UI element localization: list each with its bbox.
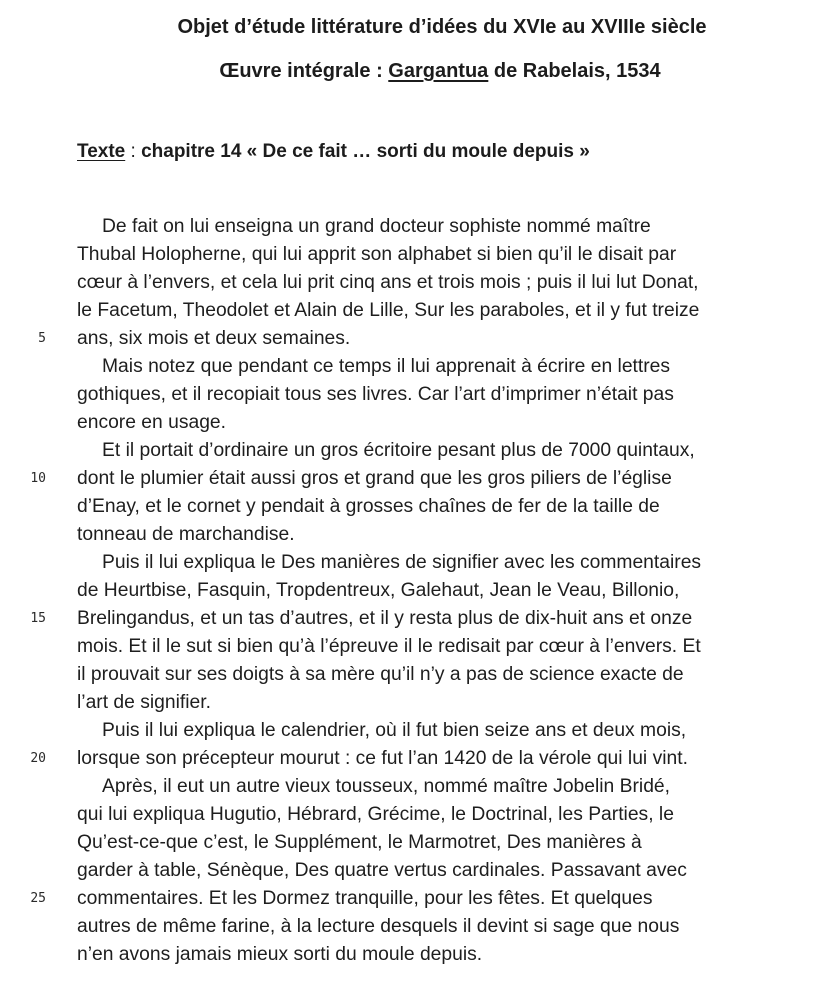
line-number: 20 (30, 751, 46, 766)
work-prefix: Œuvre intégrale : (219, 60, 389, 82)
text-line: garder à table, Sénèque, Des quatre vertus cardinales. Passavant avec (77, 860, 687, 881)
text-line: qui lui expliqua Hugutio, Hébrard, Grécime, le Doctrinal, les Parties, le (77, 804, 674, 825)
text-line: encore en usage. (77, 412, 227, 433)
work-title: Gargantua (388, 60, 489, 82)
text-line: autres de même farine, à la lecture desquels il devint si sage que nous (77, 916, 680, 937)
text-line: Mais notez que pendant ce temps il lui apprenait à écrire en lettres (102, 356, 671, 377)
text-line: le Facetum, Theodolet et Alain de Lille, Sur les paraboles, et il y fut treize (77, 300, 700, 321)
text-line: cœur à l’envers, et cela lui prit cinq ans et trois mois ; puis il lui lut Donat, (77, 272, 699, 293)
text-line: d’Enay, et le cornet y pendait à grosses chaînes de fer de la taille de (77, 496, 660, 517)
subtitle-colon: : (125, 141, 142, 162)
subtitle-rest: chapitre 14 « De ce fait … sorti du moule depuis » (141, 141, 590, 162)
work-suffix: de Rabelais, 1534 (488, 60, 661, 82)
text-line: commentaires. Et les Dormez tranquille, pour les fêtes. Et quelques (77, 888, 653, 909)
text-line: de Heurtbise, Fasquin, Tropdentreux, Galehaut, Jean le Veau, Billonio, (77, 580, 680, 601)
text-line: Brelingandus, et un tas d’autres, et il y resta plus de dix-huit ans et onze (77, 608, 693, 629)
text-line: tonneau de marchandise. (77, 524, 295, 545)
text-line: Thubal Holopherne, qui lui apprit son alphabet si bien qu’il le disait par (77, 244, 677, 265)
line-number: 10 (30, 471, 46, 486)
text-line: gothiques, et il recopiait tous ses livres. Car l’art d’imprimer n’était pas (77, 384, 674, 405)
text-line: Puis il lui expliqua le calendrier, où il fut bien seize ans et deux mois, (102, 720, 687, 741)
text-line: dont le plumier était aussi gros et grand que les gros piliers de l’église (77, 468, 672, 489)
text-line: ans, six mois et deux semaines. (77, 328, 351, 349)
line-number: 15 (30, 611, 46, 626)
text-line: Après, il eut un autre vieux tousseux, nommé maître Jobelin Bridé, (102, 776, 671, 797)
header-title-line: Objet d’étude littérature d’idées du XVIe au XVIIIe siècle (177, 16, 707, 38)
text-line: Puis il lui expliqua le Des manières de signifier avec les commentaires (102, 552, 702, 573)
text-line: mois. Et il le sut si bien qu’à l’épreuve il le redisait par cœur à l’envers. Et (77, 636, 701, 657)
line-number: 25 (30, 891, 46, 906)
text-line: l’art de signifier. (77, 692, 211, 713)
subtitle-label: Texte (77, 141, 126, 162)
text-line: Et il portait d’ordinaire un gros écritoire pesant plus de 7000 quintaux, (102, 440, 695, 461)
line-number: 5 (38, 331, 46, 346)
text-line: De fait on lui enseigna un grand docteur sophiste nommé maître (102, 216, 651, 237)
text-line: il prouvait sur ses doigts à sa mère qu’il n’y a pas de science exacte de (77, 664, 684, 685)
text-line: lorsque son précepteur mourut : ce fut l’an 1420 de la vérole qui lui vint. (77, 748, 688, 769)
text-line: Qu’est-ce-que c’est, le Supplément, le Marmotret, Des manières à (77, 832, 642, 853)
text-line: n’en avons jamais mieux sorti du moule depuis. (77, 944, 483, 965)
